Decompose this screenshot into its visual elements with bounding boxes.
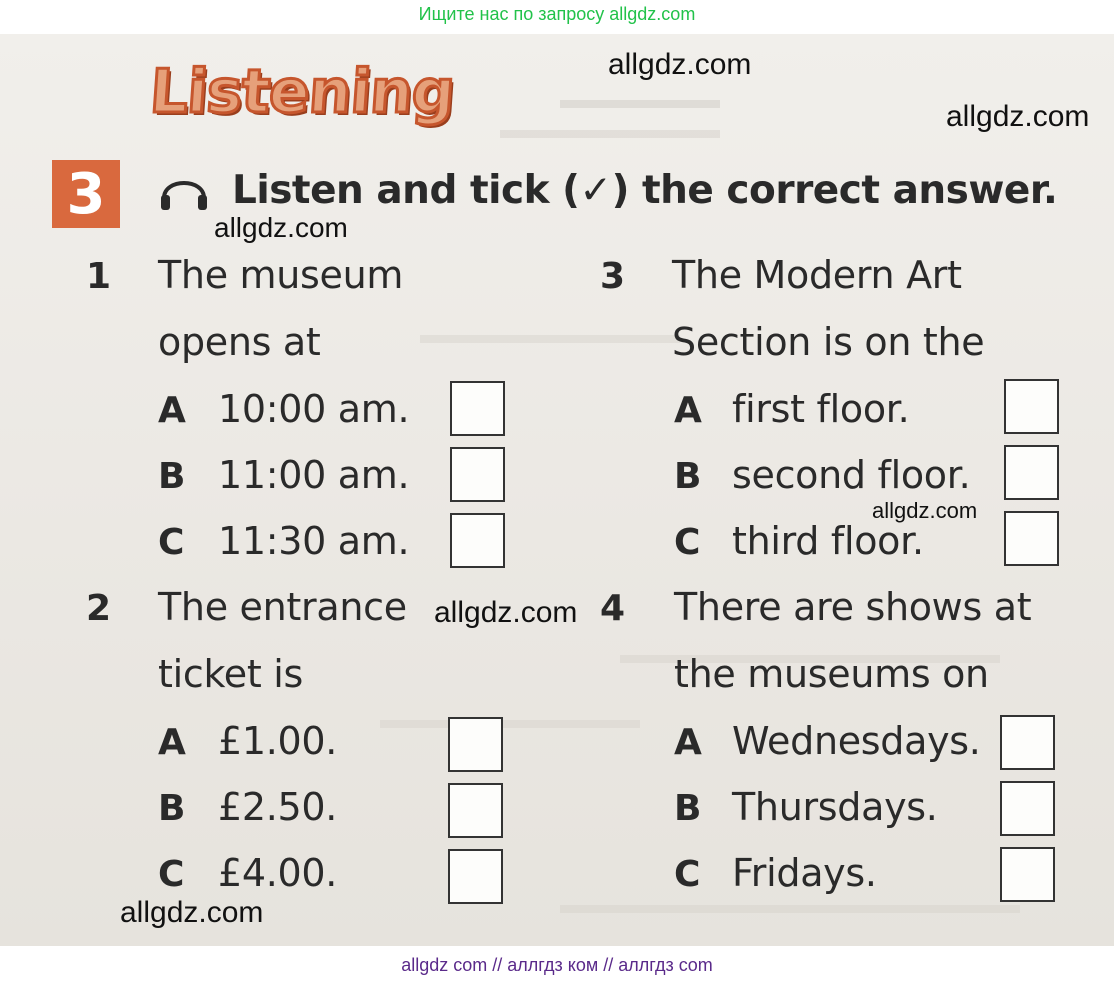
answer-checkbox[interactable] xyxy=(448,717,503,772)
question-text-line: The Modern Art xyxy=(672,253,962,297)
option-text: second floor. xyxy=(732,453,971,497)
headphones-icon xyxy=(158,168,210,214)
option-text: 10:00 am. xyxy=(218,387,410,431)
option-text: 11:30 am. xyxy=(218,519,410,563)
watermark: allgdz.com xyxy=(434,596,578,629)
question-text-line: opens at xyxy=(158,320,321,364)
option-letter: C xyxy=(158,522,185,563)
answer-checkbox[interactable] xyxy=(1000,781,1055,836)
option-text: first floor. xyxy=(732,387,910,431)
watermark: allgdz.com xyxy=(946,100,1090,133)
option-text: third floor. xyxy=(732,519,924,563)
option-letter: B xyxy=(674,456,702,497)
question-text-line: ticket is xyxy=(158,652,304,696)
answer-checkbox[interactable] xyxy=(448,783,503,838)
answer-checkbox[interactable] xyxy=(450,513,505,568)
option-text: £2.50. xyxy=(218,785,338,829)
answer-checkbox[interactable] xyxy=(448,849,503,904)
option-text: £4.00. xyxy=(218,851,338,895)
watermark: allgdz.com xyxy=(608,48,752,81)
option-letter: B xyxy=(158,456,186,497)
exercise-number-badge: 3 xyxy=(52,160,120,228)
watermark: allgdz.com xyxy=(872,498,978,523)
option-text: 11:00 am. xyxy=(218,453,410,497)
option-letter: A xyxy=(674,722,702,763)
answer-checkbox[interactable] xyxy=(1000,715,1055,770)
question-text-line: the museums on xyxy=(674,652,989,696)
option-text: £1.00. xyxy=(218,719,338,763)
question-text-line: The entrance xyxy=(158,585,407,629)
option-letter: B xyxy=(674,788,702,829)
answer-checkbox[interactable] xyxy=(1004,445,1059,500)
option-letter: C xyxy=(158,854,185,895)
watermark: allgdz.com xyxy=(214,212,348,243)
question-text-line: There are shows at xyxy=(674,585,1032,629)
question-number: 3 xyxy=(600,256,626,297)
option-text: Thursdays. xyxy=(732,785,938,829)
option-text: Wednesdays. xyxy=(732,719,981,763)
option-letter: C xyxy=(674,522,701,563)
footer-watermark: allgdz com // аллгдз ком // аллгдз com xyxy=(401,955,713,975)
top-search-banner: Ищите нас по запросу allgdz.com xyxy=(418,4,696,24)
answer-checkbox[interactable] xyxy=(450,381,505,436)
section-title-wrapper xyxy=(147,52,457,132)
exercise-instruction: Listen and tick (✓) the correct answer. xyxy=(232,168,1058,213)
answer-checkbox[interactable] xyxy=(1004,511,1059,566)
question-text-line: Section is on the xyxy=(672,320,985,364)
question-number: 2 xyxy=(86,588,112,629)
watermark: allgdz.com xyxy=(120,896,264,929)
question-number: 1 xyxy=(86,256,112,297)
option-letter: C xyxy=(674,854,701,895)
option-letter: A xyxy=(674,390,702,431)
option-letter: B xyxy=(158,788,186,829)
answer-checkbox[interactable] xyxy=(1004,379,1059,434)
option-letter: A xyxy=(158,390,186,431)
option-text: Fridays. xyxy=(732,851,877,895)
question-text-line: The museum xyxy=(158,253,404,297)
option-letter: A xyxy=(158,722,186,763)
question-number: 4 xyxy=(600,588,626,629)
section-title: Listening xyxy=(147,57,457,127)
answer-checkbox[interactable] xyxy=(450,447,505,502)
answer-checkbox[interactable] xyxy=(1000,847,1055,902)
